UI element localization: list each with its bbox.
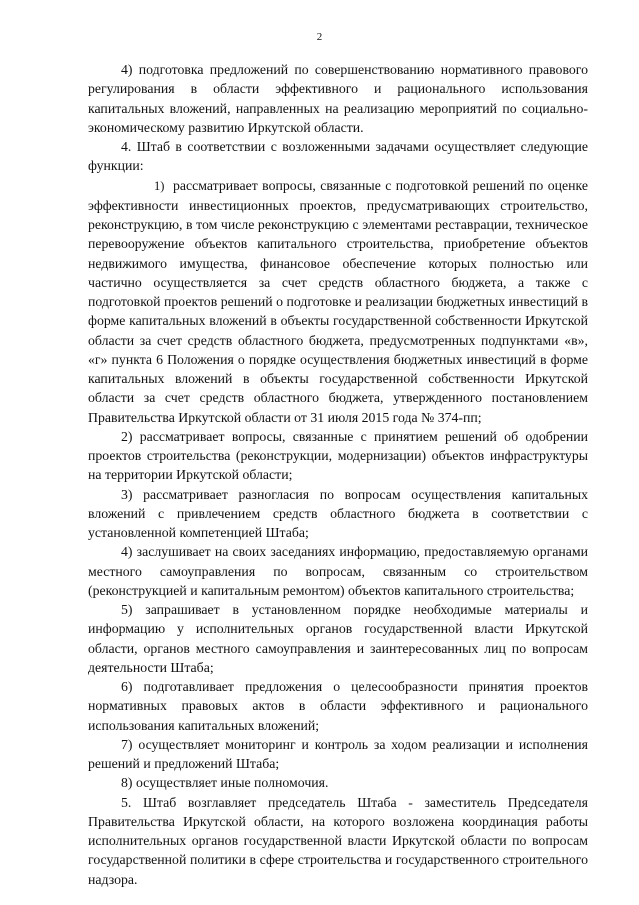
document-body <box>88 60 588 889</box>
page-number: 2 <box>316 31 323 43</box>
paragraph-section-4: 4. Штаб в соответствии с возложенными задачами осуществляет следующие функции: <box>88 139 588 174</box>
paragraph-function-4: 4) заслушивает на своих заседаниях информацию, предоставляемую органами местного самоуправления по вопросам, связанным со строительством (реконструкцией и капитальным ремонтом) объектов капитального строительства; <box>88 544 588 598</box>
paragraph-function-6: 6) подготавливает предложения о целесообразности принятия проектов нормативных правовых актов в области эффективного и рационального использования капитальных вложений; <box>88 679 588 733</box>
paragraph-function-2: 2) рассматривает вопросы, связанные с принятием решений об одобрении проектов строительства (реконструкции, модернизации) объектов инфраструктуры на территории Иркутской области; <box>88 428 588 483</box>
paragraph-3-4: 4) подготовка предложений по совершенствованию нормативного правового регулирования в области эффективного и рационального использования капитальных вложений, направленных на реализацию мероприятий по социально-экономическому развитию Иркутской области. <box>88 62 588 135</box>
paragraph-function-3: 3) рассматривает разногласия по вопросам осуществления капитальных вложений с привлечением средств областного бюджета в соответствии с установленной компетенцией Штаба; <box>88 486 588 540</box>
list-number: 1) <box>154 178 165 193</box>
paragraph-function-1 <box>88 176 588 427</box>
paragraph-function-7: 7) осуществляет мониторинг и контроль за ходом реализации и исполнения решений и предложений Штаба; <box>88 736 588 771</box>
paragraph-function-1-text: рассматривает вопросы, связанные с подготовкой решений по оценке эффективности инвестиционных проектов, предусматривающих строительство, реконструкцию, в том числе реконструкцию с элементами реставрации, техническое перевооружение объектов капитального строительства, приобретение объектов недвижимого имущества, финансовое обеспечение которых полностью или частично осуществляется за счет средств областного бюджета, а также с подготовкой проектов решений о подготовке и реализации бюджетных инвестиций в форме капитальных вложений в объекты государственной собственности Иркутской области за счет средств областного бюджета, предусмотренных подпунктами «в», «г» пункта 6 Положения о порядке осуществления бюджетных инвестиций в форме капитальных вложений в объекты государственной собственности Иркутской области за счет средств областного бюджета, утвержденного постановлением Правительства Иркутской области от 31 июля 2015 года № 374-пп; <box>88 177 588 425</box>
paragraph-section-5: 5. Штаб возглавляет председатель Штаба - заместитель Председателя Правительства Иркутской области, на которого возложена координация работы исполнительных органов государственной власти Иркутской области по вопросам государственной политики в сфере строительства и государственного строительного надзора. <box>88 794 588 887</box>
paragraph-function-5: 5) запрашивает в установленном порядке необходимые материалы и информацию у исполнительных органов государственной власти Иркутской области, органов местного самоуправления и заинтересованных лиц по вопросам деятельности Штаба; <box>88 602 588 675</box>
paragraph-function-8: 8) осуществляет иные полномочия. <box>121 775 329 791</box>
